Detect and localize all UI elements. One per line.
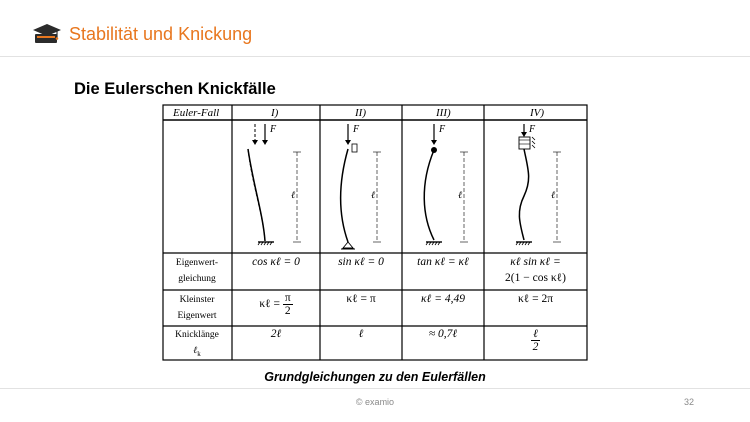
case-3-header: III) [436, 107, 451, 119]
figure-caption: Grundgleichungen zu den Eulerfällen [264, 370, 486, 384]
row-label-smallest-eigenvalue: Kleinster Eigenwert [177, 295, 217, 321]
smallest-eigenvalue-2: κℓ = π [346, 293, 376, 305]
header-divider [0, 56, 750, 57]
euler-cases-figure [162, 104, 588, 361]
case-1-sketch [248, 124, 301, 245]
case-3-sketch [424, 124, 468, 245]
eigen-equation-1: cos κℓ = 0 [252, 256, 300, 268]
row-label-eigen-equation: Eigenwert- gleichung [175, 258, 219, 284]
eigen-equation-4a: κℓ sin κℓ = [510, 256, 561, 268]
smallest-eigenvalue-4: κℓ = 2π [517, 293, 554, 305]
case-2-header: II) [355, 107, 366, 119]
page-number: 32 [684, 397, 695, 407]
buckling-length-4: $\frac{\text{ℓ}}{2}$ [532, 328, 539, 353]
row-label-buckling-length: Knicklänge ℓ$_k$ [175, 330, 219, 358]
section-title: Die Eulerschen Knickfälle [74, 80, 276, 98]
force-label-1: F [270, 124, 277, 135]
case-2-sketch [341, 124, 382, 249]
force-label-2: F [353, 124, 360, 135]
buckling-length-3: ≈ 0,7ℓ [428, 328, 458, 340]
length-label-2: ℓ [371, 190, 376, 201]
force-label-4: F [529, 124, 536, 135]
footer-divider [0, 388, 750, 389]
smallest-eigenvalue-1: κℓ = $\frac{\pi}{2}$ [259, 292, 291, 317]
header-title: Stabilität und Knickung [69, 24, 253, 44]
eigen-equation-4b: 2(1 − cos κℓ) [505, 272, 566, 284]
slide-header [0, 0, 750, 56]
length-label-1: ℓ [291, 190, 296, 201]
eigen-equation-3: tan κℓ = κℓ [417, 256, 469, 268]
case-4-header: IV) [530, 107, 545, 119]
eigen-equation-2: sin κℓ = 0 [338, 256, 384, 268]
force-label-3: F [439, 124, 446, 135]
smallest-eigenvalue-3: κℓ = 4,49 [421, 293, 465, 305]
graduation-cap-book-icon [32, 22, 62, 46]
footer-copyright: © examio [355, 397, 395, 407]
euler-case-header: Euler-Fall [173, 107, 220, 119]
buckling-length-2: ℓ [358, 328, 364, 340]
buckling-length-1: 2ℓ [270, 328, 282, 340]
case-1-header: I) [271, 107, 279, 119]
length-label-4: ℓ [551, 190, 556, 201]
case-4-sketch [516, 124, 561, 245]
length-label-3: ℓ [458, 190, 463, 201]
